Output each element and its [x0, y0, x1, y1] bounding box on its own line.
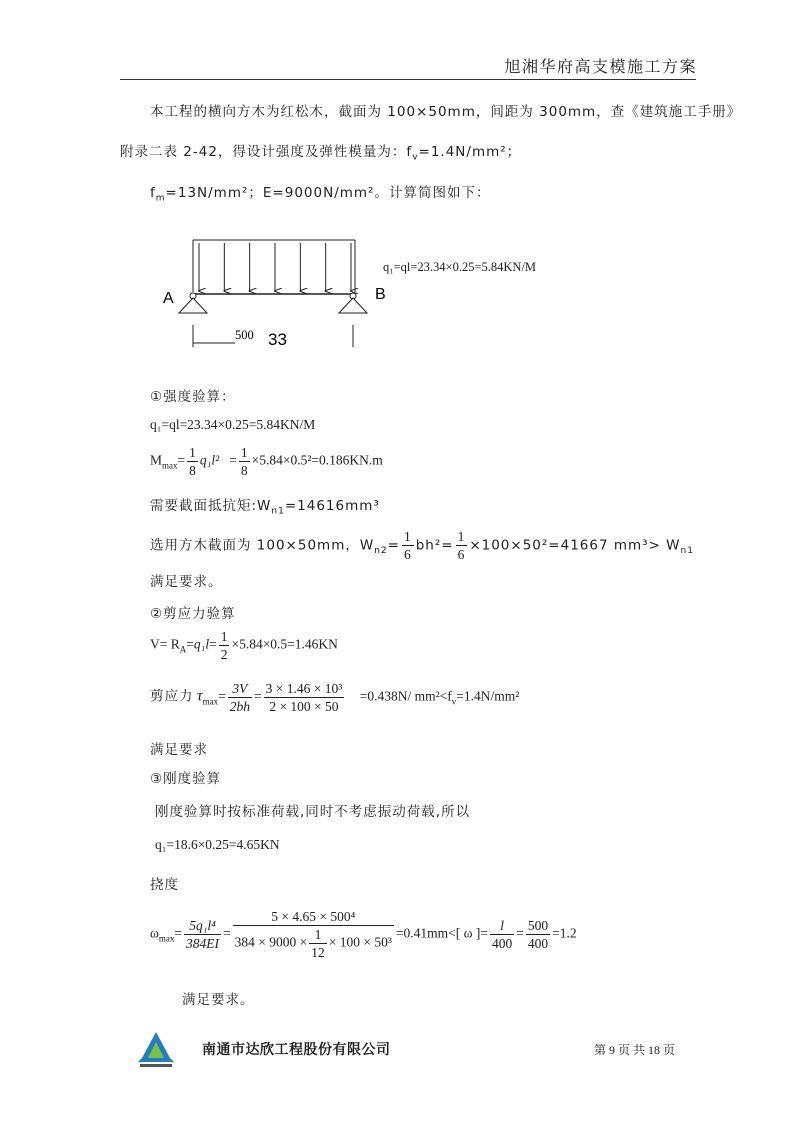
load-label: q₁=ql=23.34×0.25=5.84KN/M — [383, 260, 537, 274]
w-frac-2 — [233, 908, 394, 961]
span-label: 500 — [235, 328, 254, 342]
w-f1-den: 384EI — [186, 936, 220, 951]
w-f2-den-b: × 100 × 50³ — [328, 934, 392, 950]
w-f2-den-fn: 1 — [309, 926, 327, 944]
span-extra: 33 — [268, 330, 287, 349]
mmax-rest: ×5.84×0.5²=0.186KN.m — [251, 452, 383, 468]
w-f4-num: 500 — [527, 918, 549, 933]
w-f2-num: 5 × 4.65 × 500⁴ — [233, 908, 394, 926]
ok-line-2: 满足要求 — [150, 742, 208, 758]
mmax-formula — [150, 444, 383, 479]
wn1-sub: n1 — [271, 506, 285, 517]
w-tail: =1.2 — [552, 925, 577, 941]
wn2-rest: ×100×50²=41667 mm³> W — [469, 537, 681, 554]
intro-line-3 — [150, 181, 490, 204]
intro-line-3-text: =13N/mm²；E=9000N/mm²。计算简图如下： — [165, 185, 491, 201]
tau-f1-den: 2bh — [229, 699, 250, 714]
v-pre: V= R — [150, 636, 180, 652]
deflection-label: 挠度 — [150, 877, 179, 893]
tau-rest-tail: =1.4N/mm² — [456, 688, 520, 704]
intro-line-2 — [120, 140, 521, 163]
tau-eq2: = — [253, 688, 262, 704]
deflection-formula — [150, 908, 577, 961]
mmax-eq2: = — [229, 452, 237, 468]
wn2-frac-den: 6 — [403, 547, 412, 562]
w-f4-den: 400 — [527, 936, 549, 951]
company-name: 南通市达欣工程股份有限公司 — [202, 1042, 391, 1058]
wn2-frac-num: 1 — [403, 529, 412, 544]
shear-heading: ②剪应力验算 — [150, 606, 236, 622]
mmax-label: M — [150, 452, 163, 468]
intro-line-3-sub: m — [155, 193, 166, 204]
tau-f2-num: 3 × 1.46 × 10³ — [265, 681, 343, 696]
v-frac-num: 1 — [220, 629, 228, 644]
tau-eq1: = — [218, 688, 226, 704]
ok-line-3: 满足要求。 — [182, 992, 255, 1008]
w-eq2: = — [223, 925, 231, 941]
strength-q1: q₁=ql=23.34×0.25=5.84KN/M — [150, 417, 316, 432]
w-mid: =0.41mm<[ ω ]= — [395, 925, 489, 941]
w-frac-3 — [490, 917, 514, 952]
tau-frac-2 — [264, 680, 345, 715]
shear-v-formula — [150, 628, 338, 663]
stiffness-desc: 刚度验算时按标准荷载,同时不考虑振动荷载,所以 — [155, 804, 471, 820]
tau-formula — [150, 680, 519, 715]
mmax-frac-2 — [239, 444, 250, 479]
header-title: 旭湘华府高支模施工方案 — [504, 57, 697, 76]
v-frac — [219, 628, 230, 663]
w-f2-den — [233, 926, 394, 961]
page-info: 第 9 页 共 18 页 — [594, 1043, 676, 1057]
v-sub: A — [179, 644, 187, 655]
w-frac-1 — [184, 917, 221, 952]
wn2-frac2-den: 6 — [457, 547, 466, 562]
v-eq: = — [209, 636, 217, 652]
label-b: B — [375, 286, 386, 303]
tau-rest: =0.438N/ mm²<f — [359, 688, 452, 704]
w-sub: max — [158, 933, 175, 944]
wn2-text: 选用方木截面为 100×50mm，W — [150, 537, 375, 554]
w-eq3: = — [516, 925, 524, 941]
w-sym: ω — [150, 925, 159, 941]
w-f2-den-frac — [309, 926, 327, 961]
label-a: A — [163, 290, 174, 307]
mmax-frac2-den: 8 — [240, 463, 248, 478]
w-f2-den-a: 384 × 9000 × — [234, 934, 308, 950]
mmax-frac — [187, 444, 198, 479]
v-rest: ×5.84×0.5=1.46KN — [231, 636, 338, 652]
mmax-sub: max — [162, 460, 178, 471]
stiffness-q1: q₁=18.6×0.25=4.65KN — [155, 837, 280, 852]
wn2-tail-sub: n1 — [680, 546, 694, 557]
v-ql: q₁l — [193, 636, 210, 652]
header-divider — [120, 79, 696, 80]
wn2-mid: bh²= — [415, 537, 454, 554]
mmax-frac-den: 8 — [189, 463, 196, 478]
w-f3-den: 400 — [492, 936, 513, 951]
tau-pre: 剪应力 — [150, 688, 194, 705]
support-b-triangle — [339, 298, 367, 313]
beam-diagram — [155, 235, 415, 353]
tau-sub: max — [202, 696, 219, 707]
wn1-text: 需要截面抵抗矩:W — [150, 498, 272, 514]
v-mid: = — [186, 636, 194, 652]
mmax-frac2-num: 1 — [240, 445, 248, 460]
mmax-q1l2: q₁l² — [199, 452, 220, 468]
wn2-frac2-num: 1 — [457, 529, 466, 544]
w-f3-num: l — [490, 917, 514, 935]
load-arrows — [199, 243, 351, 291]
tau-sym: τ — [196, 687, 203, 705]
tau-frac-1 — [228, 680, 252, 715]
w-f2-den-fd: 12 — [311, 945, 325, 960]
w-eq: = — [174, 925, 183, 941]
stiffness-heading: ③刚度验算 — [150, 771, 222, 787]
intro-line-2-value: =1.4N/mm²； — [418, 144, 522, 160]
support-a-triangle — [179, 298, 207, 313]
tau-f1-num: 3V — [228, 680, 252, 698]
w-f1-num: 5q₁l⁴ — [184, 917, 221, 935]
wn2-frac-2 — [456, 528, 468, 563]
intro-line-3-f: f — [150, 185, 156, 201]
mmax-eq: = — [177, 452, 186, 468]
wn2-eq: = — [387, 537, 400, 554]
intro-line-1: 本工程的横向方木为红松木，截面为 100×50mm，间距为 300mm，查《建筑施工手册》 — [150, 104, 742, 120]
tau-f2-den: 2 × 100 × 50 — [269, 699, 339, 714]
strength-heading: ①强度验算： — [150, 389, 236, 405]
wn2-sub: n2 — [374, 546, 388, 557]
intro-line-2-text: 附录二表 2-42，得设计强度及弹性模量为：f — [120, 144, 413, 160]
v-frac-den: 2 — [220, 647, 228, 662]
w-frac-4 — [526, 917, 550, 952]
ok-line-1: 满足要求。 — [150, 574, 223, 590]
wn1-value: =14616mm³ — [284, 498, 380, 514]
wn1-line — [150, 494, 380, 517]
wn2-frac — [402, 528, 414, 563]
tau-rest-sub: v — [451, 696, 457, 707]
intro-line-2-sub: v — [412, 152, 419, 163]
company-logo — [134, 1028, 178, 1072]
wn2-line — [150, 528, 694, 563]
mmax-frac-num: 1 — [189, 445, 196, 460]
